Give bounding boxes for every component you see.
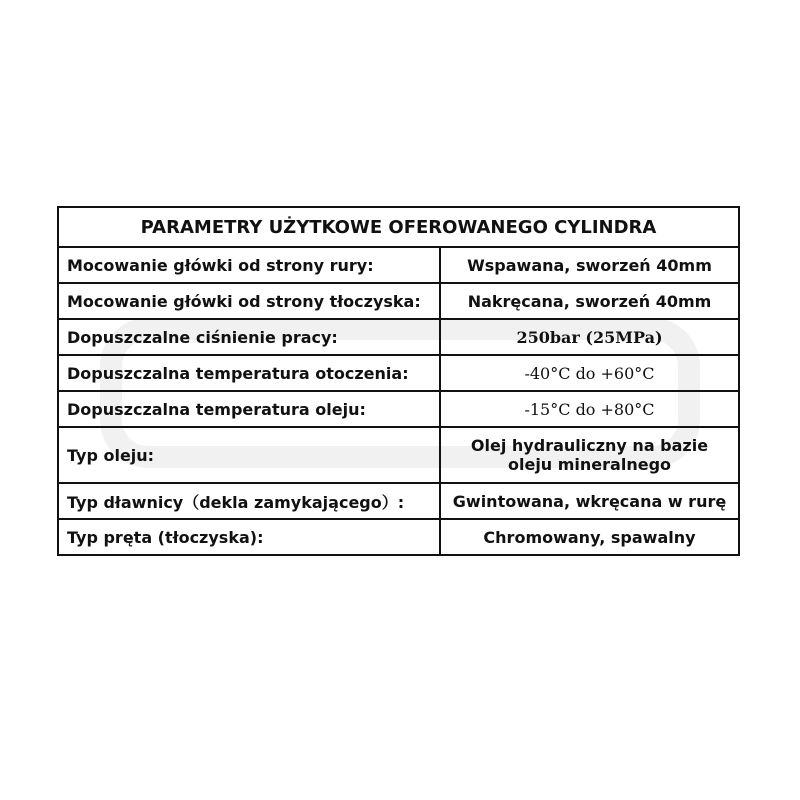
row-label: Mocowanie główki od strony tłoczyska: [58,283,440,319]
row-value: -40°C do +60°C [440,355,739,391]
table-row [58,247,739,283]
row-value: Gwintowana, wkręcana w rurę [440,483,739,519]
row-label: Dopuszczalna temperatura oleju: [58,391,440,427]
table-row [58,319,739,355]
table-row [58,519,739,555]
row-label: Typ oleju: [58,427,440,483]
row-label: Mocowanie główki od strony rury: [58,247,440,283]
row-label: Typ pręta (tłoczyska): [58,519,440,555]
row-value: Olej hydrauliczny na bazie oleju mineralnego [440,427,739,483]
row-value: -15°C do +80°C [440,391,739,427]
table-row [58,483,739,519]
table-row [58,283,739,319]
row-value: Nakręcana, sworzeń 40mm [440,283,739,319]
row-value: Chromowany, spawalny [440,519,739,555]
row-label: Typ dławnicy（dekla zamykającego）: [58,483,440,519]
table-row [58,391,739,427]
table-header-row [58,207,739,247]
row-label: Dopuszczalne ciśnienie pracy: [58,319,440,355]
row-label: Dopuszczalna temperatura otoczenia: [58,355,440,391]
parameters-table [57,206,740,556]
row-value: 250bar (25MPa) [440,319,739,355]
table-row [58,355,739,391]
table-row [58,427,739,483]
table-title: PARAMETRY UŻYTKOWE OFEROWANEGO CYLINDRA [58,207,739,247]
row-value: Wspawana, sworzeń 40mm [440,247,739,283]
